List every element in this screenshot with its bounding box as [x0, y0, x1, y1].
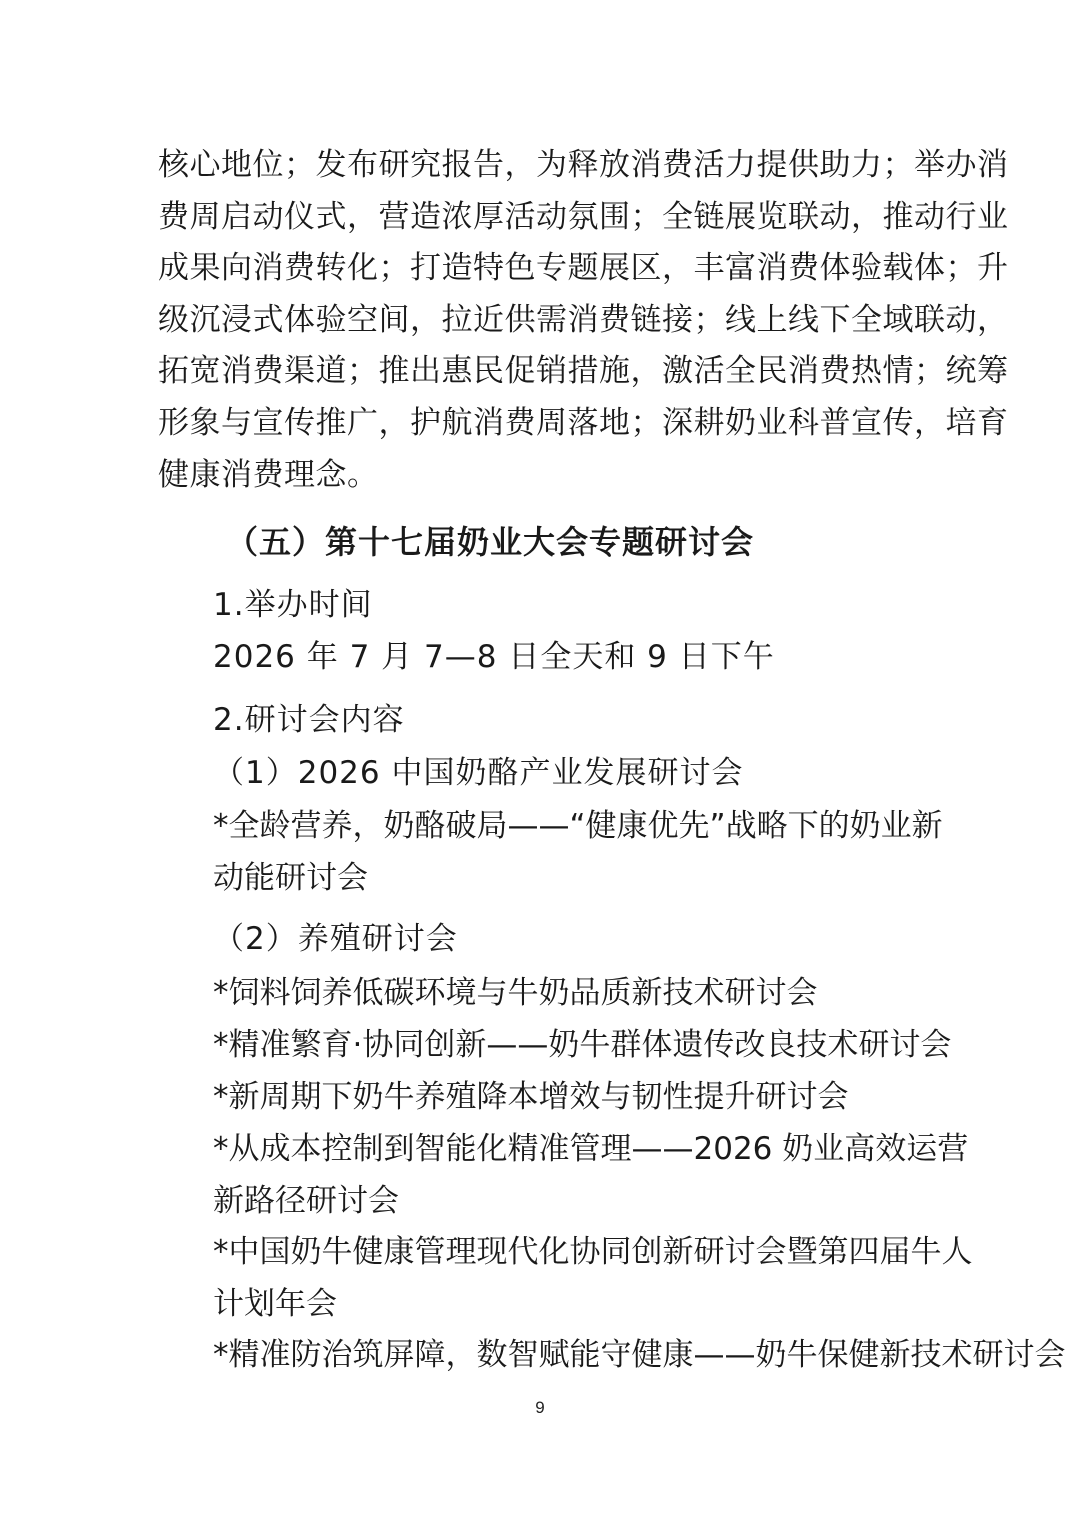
time-heading: 1.举办时间 — [213, 587, 373, 623]
paragraph-line: 成果向消费转化；打造特色专题展区，丰富消费体验载体；升 — [158, 250, 1009, 287]
subsection-title-cheese: （1）2026 中国奶酪产业发展研讨会 — [213, 755, 744, 791]
paragraph-line: 形象与宣传推广，护航消费周落地；深耕奶业科普宣传，培育 — [158, 404, 1009, 441]
section-heading: （五）第十七届奶业大会专题研讨会 — [226, 523, 755, 561]
intro-paragraph — [158, 140, 1009, 501]
paragraph-line: 核心地位；发布研究报告，为释放消费活力提供助力；举办消 — [158, 147, 1009, 183]
seminar-item: *中国奶牛健康管理现代化协同创新研讨会暨第四届牛人 — [213, 1234, 973, 1270]
content-heading: 2.研讨会内容 — [213, 702, 405, 738]
paragraph-line: 费周启动仪式，营造浓厚活动氛围；全链展览联动，推动行业 — [158, 198, 1009, 235]
paragraph-line: 拓宽消费渠道；推出惠民促销措施，激活全民消费热情；统筹 — [158, 353, 1009, 390]
time-value: 2026 年 7 月 7—8 日全天和 9 日下午 — [213, 639, 775, 675]
paragraph-line: 级沉浸式体验空间，拉近供需消费链接；线上线下全域联动， — [158, 301, 1009, 338]
seminar-item: *从成本控制到智能化精准管理——2026 奶业高效运营 — [213, 1131, 969, 1167]
seminar-item: *全龄营养，奶酪破局——“健康优先”战略下的奶业新 — [213, 808, 943, 844]
seminar-item-continuation: 动能研讨会 — [213, 860, 368, 896]
seminar-item: *精准繁育·协同创新——奶牛群体遗传改良技术研讨会 — [213, 1027, 952, 1063]
paragraph-line: 健康消费理念。 — [158, 456, 379, 493]
page-number: 9 — [535, 1398, 545, 1417]
seminar-item: *精准防治筑屏障，数智赋能守健康——奶牛保健新技术研讨会 — [213, 1337, 1066, 1373]
seminar-item-continuation: 新路径研讨会 — [213, 1183, 399, 1219]
seminar-item: *饲料饲养低碳环境与牛奶品质新技术研讨会 — [213, 975, 818, 1011]
seminar-item: *新周期下奶牛养殖降本增效与韧性提升研讨会 — [213, 1079, 849, 1115]
subsection-title-breeding: （2）养殖研讨会 — [213, 921, 458, 957]
seminar-item-continuation: 计划年会 — [213, 1286, 337, 1322]
